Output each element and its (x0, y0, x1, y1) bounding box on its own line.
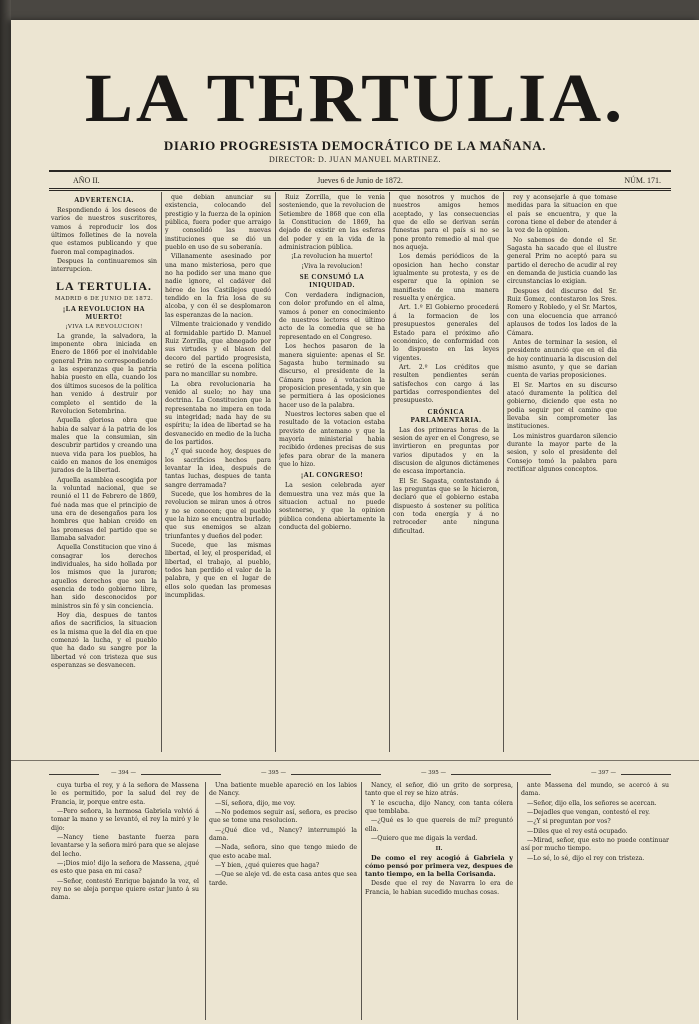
article-heading: SE CONSUMÓ LA INIQUIDAD. (299, 273, 365, 290)
column-divider (389, 192, 390, 752)
section-place: MADRID 6 DE JUNIO DE 1872. (54, 295, 154, 302)
paragraph: rey y aconsejarle á que tomase medidas para la situacion en que el país se encuentra, y que la corona tiene el deber de atender á la voz de la opinion. (507, 194, 617, 235)
paragraph: Con verdadera indignacion, con dolor profundo en el alma, vamos á poner en conocimiento de nuestros lectores el último acto de la comedia que se ha representado en el Congreso. (279, 292, 385, 341)
paragraph: Los demás periódicos de la oposicion han hecho constar igualmente su protesta, y es de esperar que la opinion se manifieste de una manera resuelta y enérgica. (393, 253, 499, 303)
paragraph: La grande, la salvadora, la imponente obra iniciada en Enero de 1866 por el inolvidable general Prim no correspondiendo a las esperanzas que la patria habia puesto en ella, cuando los dos últimos sucesos de la política han venido á destruir por completo el sentido de la Revolucion Setembrina. (51, 332, 157, 415)
folletin-paragraph: —Que se aleje vd. de esta casa antes que sea tarde. (209, 871, 357, 887)
scan-border-top (11, 0, 699, 20)
motto-line: ¡La revolucion ha muerto! (291, 253, 373, 261)
column-3 (279, 194, 385, 749)
article-subtitle: ¡VIVA LA REVOLUCION! (65, 323, 143, 330)
folletin-column-2 (209, 782, 357, 1022)
advertencia-text: Respondiendo á los deseos de varios de nuestros suscritores, vamos á reproducir los dos últimos folletines de la novela que estamos publicando y que fueron mal compaginados. (51, 207, 157, 256)
folletin-paragraph: —Y bien, ¿qué quieres que haga? (215, 862, 320, 870)
motto-line: ¡Viva la revolucion! (301, 262, 363, 270)
column-divider (275, 192, 276, 752)
paragraph: Aquella Constitucion que vino á consagrar los derechos individuales, ha sido hollada por los mismos que la juraron; aquellos derechos que son la esencia de todo gobierno libre, han sido desconocidos por ministros sin fé y sin conciencia. (51, 544, 157, 610)
folletin-paragraph: —Quiero que me digais la verdad. (371, 835, 478, 843)
folletin-paragraph: —Diles que el rey está ocupado. (527, 827, 628, 835)
book-binding (0, 0, 11, 1024)
paragraph: Sucede, que los hombres de la revolucion se miran unos á otros y no se conocen; que el pueblo que la hizo se encuentra burlado; que sus enemigos se alzan triunfantes y dueños del poder. (165, 491, 271, 540)
folletin-paragraph: Desde que el rey de Navarra lo era de Francia, le habian sucedido muchas cosas. (365, 880, 513, 896)
folletin-page-numbers (49, 770, 671, 780)
folletin-paragraph: Nancy, el señor, dió un grito de sorpresa, tanto que el rey se hizo atrás. (365, 782, 513, 798)
paragraph: Aquella gloriosa obra que habia de salvar á la patria de los males que la consumian, sin descubrir partidos y creando una nueva vida para los pueblos, ha caido en manos de los enemigos jurados de la libertad. (51, 417, 157, 475)
advertencia-heading: ADVERTENCIA. (74, 196, 134, 204)
paragraph: La sesion celebrada ayer demuestra una vez más que la situacion actual no puede sostenerse, y que la opinion pública condena abiertamente la conducta del gobierno. (279, 482, 385, 532)
paragraph: La obra revolucionaria ha venido al suelo; no hay una doctrina. La Constitucion que la representaba no impera en toda su integridad; nada hay de su espíritu; la idea de libertad se ha desvanecido en medio de la lucha de los partidos. (165, 380, 271, 446)
issue-year: AÑO II. (73, 176, 100, 185)
rule-below-dateline (49, 188, 671, 189)
folletin-separator (11, 760, 699, 761)
paragraph: ¿Y qué sucede hoy, despues de los sacrificios hechos para levantar la idea, después de tantas luchas, despues de tanta sangre derramada? (165, 448, 271, 489)
column-4 (393, 194, 499, 749)
folletin-paragraph: Y le escucha, dijo Nancy, con tanta cólera que temblaba. (365, 799, 513, 816)
folletin-paragraph: —Señor, dijo ella, los señores se acercan. (527, 799, 657, 807)
folletin-page-number: — 395 — (421, 770, 446, 776)
issue-number: NÚM. 171. (624, 176, 661, 185)
folletin-column-4 (521, 782, 669, 1022)
article-heading: ¡AL CONGRESO! (300, 471, 364, 480)
column-2 (165, 194, 271, 749)
paragraph: Nuestros lectores saben que el resultado de la votacion estaba previsto de antemano y que la mayoría ministerial habia recibido órdenes precisas de sus jefes para obrar de la manera que lo hizo. (279, 410, 385, 468)
paragraph: que nosotros y muchos de nuestros amigos hemos aceptado, y las consecuencias que de ello se derivan serán funestas para el país si no se pone pronto remedio al mal que nos aqueja. (393, 194, 499, 252)
masthead-title: LA TERTULIA. (84, 60, 626, 136)
paragraph: Los hechos pasaron de la manera siguiente: apenas el Sr. Sagasta hubo terminado su discurso, el presidente de la Cámara puso á votacion la proposicion presentada, y sin que se permitiera á las oposiciones hacer uso de la palabra. (279, 343, 385, 409)
rule-top (49, 170, 671, 172)
folletin-paragraph: —Dejadles que vengan, contestó el rey. (527, 809, 650, 817)
paragraph: Vilmente traicionado y vendido al formidable partido D. Manuel Ruiz Zorrilla, que abnegado por sus virtudes y el blason del decoro del partido progresista, se retiró de la escena política para no mancillar su nombre. (165, 321, 271, 379)
folletin-page-number: — 394 — (111, 770, 136, 776)
paragraph: Ruiz Zorrilla, que le venía sosteniendo, que la revolucion de Setiembre de 1868 que con ella la Constitucion de 1869, ha dejado de existir en las esferas del poder y en la vida de la administracion pública. (279, 194, 385, 252)
paragraph: No sabemos de donde el Sr. Sagasta ha sacado que el ilustre general Prim no aceptó para su partido el derecho de acudir al rey en demanda de justicia cuando las circunstancias lo exigian. (507, 236, 617, 286)
column-1 (51, 194, 157, 749)
paragraph: El Sr. Martos en su discurso atacó duramente la política del gobierno, diciendo que esta no podia seguir por el camino que llevaba sin comprometer las instituciones. (507, 381, 617, 431)
folletin-paragraph: —No podemos seguir así, señora, es preciso que se tome una resolucion. (209, 809, 357, 825)
advertencia-text-2: Despues la continuaremos sin interrupcion. (51, 258, 157, 274)
folletin-paragraph: —Lo sé, lo sé, dijo el rey con tristeza. (527, 854, 645, 862)
masthead-subtitle: DIARIO PROGRESISTA DEMOCRÁTICO DE LA MAÑANA. (163, 138, 547, 153)
dateline (49, 174, 671, 188)
folletin-paragraph: —Nada, señora, sino que tengo miedo de que esto acabe mal. (209, 844, 357, 860)
paragraph: Hoy dia, despues de tantos años de sacrificios, la situacion es la misma que la del dia en que comenzó la lucha, y el pueblo que ha dado su sangre por la libertad vé con tristeza que sus esperanzas se desvanecen. (51, 612, 157, 670)
folletin-paragraph: Una batiente mueble apareció en los labios de Nancy. (209, 782, 357, 798)
folletin-page-number: — 397 — (591, 770, 616, 776)
paragraph: Los ministros guardaron silencio durante la mayor parte de la sesion, y solo el presidente del Consejo tomó la palabra para rectificar algunos conceptos. (507, 432, 617, 473)
folletin-chapter: II. (435, 845, 443, 853)
folletin-paragraph: —Nancy tiene bastante fuerza para levantarse y la señora miró para que se alejase del lecho. (51, 834, 199, 858)
paragraph: Antes de terminar la sesion, el presidente anunció que en el dia de hoy continuaria la discusion del mismo asunto, y que se darian cuenta de varias proposiciones. (507, 338, 617, 380)
section-title: LA TERTULIA. (55, 278, 153, 293)
paragraph: Art. 2.º Los créditos que resulten pendientes serán satisfechos con cargo á las partidas correspondientes del presupuesto. (393, 363, 499, 405)
folletin-divider (205, 782, 206, 1020)
folletin-paragraph: —¿Qué dice vd., Nancy? interrumpió la dama. (209, 826, 357, 843)
folletin-divider (361, 782, 362, 1020)
newspaper-page (11, 20, 699, 1024)
column-divider (503, 192, 504, 752)
column-divider (161, 192, 162, 752)
paragraph: Villanamente asesinado por una mano misteriosa, pero que no ha podido ser una mano que nadie ignore, el cadáver del héroe de los Castillejos quedó tendido en la fria losa de su alcoba, y con él se desplomaron las esperanzas de la nacion. (165, 253, 271, 319)
folletin-page-number: — 395 — (261, 770, 286, 776)
paragraph: Sucede, que las mismas libertad, el ley, el prosperidad, el libertad, el trabajo, al pueblo, todos han perdido el valor de la palabra, y que en el lugar de ellos solo quedan las promesas incumplidas. (165, 542, 271, 600)
article-title: ¡LA REVOLUCION HA MUERTO! (62, 304, 146, 321)
folletin-paragraph: —¿Qué es lo que quereis de mí? preguntó ella. (365, 817, 513, 833)
folletin-paragraph: —Mirad, señor, que esto no puede continuar así por mucho tiempo. (521, 837, 669, 853)
column-5 (507, 194, 617, 749)
paragraph: El Sr. Sagasta, contestando á las preguntas que se le hicieron, declaró que el gobierno estaba dispuesto á sostener su política con toda energía y á no retroceder ante ninguna dificultad. (393, 477, 499, 535)
folletin-divider (517, 782, 518, 1020)
masthead-director: DIRECTOR: D. JUAN MANUEL MARTINEZ. (268, 155, 442, 164)
issue-date: Jueves 6 de Junio de 1872. (317, 176, 403, 185)
folletin-column-1 (51, 782, 199, 1022)
folletin-paragraph: —Señor, contestó Enrique bajando la voz, el rey no se aleja porque quiere estar junto á su dama. (51, 877, 199, 902)
folletin-chapter-title: De como el rey acogió á Gabriela y cómo pensó por primera vez, despues de tanto tiempo, en la bella Corisanda. (365, 854, 513, 879)
folletin-column-3 (365, 782, 513, 1022)
paragraph: Art. 1.º El Gobierno procederá á la formacion de los presupuestos generales del Estado para el próximo año económico, de conformidad con lo dispuesto en las leyes vigentes. (393, 304, 499, 362)
rule-below-dateline-2 (49, 190, 671, 191)
folletin-paragraph: —Pero señora, la hermosa Gabriela volvió á tomar la mano y se levantó, el rey la miró y le dijo: (51, 808, 199, 832)
paragraph: que debian anunciar su existencia, colocando del prestigio y la fuerza de la opinion pública, fuera poder que arraigo y consolidó las nuevas instituciones que se dió un pueblo en uso de su soberanía. (165, 194, 271, 252)
cronica-heading: CRÓNICA PARLAMENTARIA. (410, 407, 482, 424)
folletin-paragraph: —¡Dios mio! dijo la señora de Massena, ¿qué es esto que pasa en mi casa? (51, 860, 199, 876)
folletin-paragraph: ante Massena del mundo, se acercó á su dama. (521, 782, 669, 798)
folletin-paragraph: —Sí, señora, dijo, me voy. (215, 799, 296, 807)
paragraph: Despues del discurso del Sr. Ruiz Gomez, contestaron los Sres. Romero y Robledo, y el Sr. Martos, con una elocuencia que arrancó aplausos de todos los lados de la Cámara. (507, 287, 617, 337)
folletin-paragraph: cuya turba el rey, y á la señora de Massena le es permitido, por la salud del rey de Francia, ir, porque entre esta. (51, 782, 199, 806)
paragraph: Aquella asamblea escogida por la voluntad nacional, que se reunió el 11 de Febrero de 1869, fué nada mas que el principio de una era de desengaños para los hombres que habian creido en las promesas del partido que se llamaba salvador. (51, 476, 157, 542)
paragraph: Las dos primeras horas de la sesion de ayer en el Congreso, se invirtieron en preguntas por varios diputados y en la discusion de algunos dictámenes de escasa importancia. (393, 426, 499, 476)
folletin-paragraph: —¿Y si preguntan por vos? (527, 818, 611, 826)
